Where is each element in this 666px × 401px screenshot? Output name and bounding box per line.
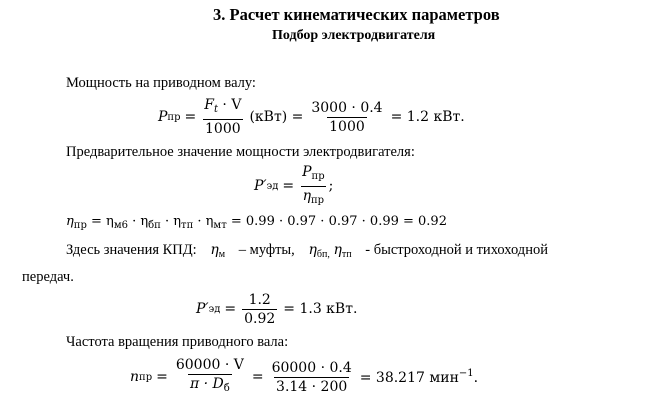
eq1-num2: 3000 · 0.4 xyxy=(311,99,383,116)
eq3-result: = 0.99 · 0.97 · 0.97 · 0.99 = 0.92 xyxy=(226,214,447,229)
eq1-den1: 1000 xyxy=(205,121,241,137)
section-subtitle: Подбор электродвигателя xyxy=(272,28,436,43)
paragraph-kpd xyxy=(66,242,548,260)
eq2-lhs: P′ xyxy=(254,178,267,194)
eq5-den2: 3.14 · 200 xyxy=(276,378,348,395)
eq5-result: = 38.217 мин xyxy=(359,370,459,386)
kpd-eta-m: η xyxy=(210,242,219,258)
eq2-den: η xyxy=(302,187,312,204)
kpd-eta-bp: η xyxy=(308,242,317,258)
equation-efficiency xyxy=(66,214,447,231)
eq5-fraction-1 xyxy=(174,357,246,397)
eq1-lhs-sub: пр xyxy=(167,111,181,123)
eq1-result: = 1.2 кВт. xyxy=(390,109,465,125)
kpd-rest: - быстроходной и тихоходной xyxy=(365,242,548,258)
eq5-result-end: . xyxy=(473,370,479,386)
paragraph-rotation: Частота вращения приводного вала: xyxy=(66,334,289,350)
eq5-den1: π · D xyxy=(189,376,224,392)
eq3-mid2: · η xyxy=(127,214,149,229)
paragraph-kpd-cont: передач. xyxy=(22,269,74,285)
equation-rotation: n пр = $\frac{60000 \cdot V}{\pi \cdot D_б}$ = $\frac{60000 \cdot 0.4}{3.14 \cdot 200}$ = 38.217 мин$^{-1}$. xyxy=(130,356,478,398)
eq2-tail: ; xyxy=(328,178,334,194)
eq5-den1-sub: б xyxy=(223,383,230,394)
eq5-lhs: n xyxy=(130,369,140,385)
eq1-num1-rest: · V xyxy=(217,97,242,113)
kpd-eta-tp: η xyxy=(333,242,342,258)
kpd-here: Здесь значения КПД: xyxy=(66,242,197,258)
paragraph-power-shaft: Мощность на приводном валу: xyxy=(66,75,256,91)
eq4-lhs: P′ xyxy=(196,301,209,317)
eq1-lhs: P xyxy=(158,109,168,125)
eq1-fraction-1 xyxy=(202,97,243,137)
eq3-sub0: пр xyxy=(73,220,87,231)
eq1-unit: (кВт) = xyxy=(249,109,304,125)
eq5-fraction-2 xyxy=(270,360,354,395)
equation-power-shaft: P пр = $\frac{F_t \cdot V}{1000}$ (кВт) = $\frac{3000 \cdot 0.4}{1000}$ = 1.2 кВт. xyxy=(158,97,465,137)
eq1-den2: 1000 xyxy=(329,118,365,135)
eq1-num1: F xyxy=(204,97,214,113)
eq3-sub3: тп xyxy=(181,220,194,231)
eq3-mid1: = η xyxy=(86,214,114,229)
kpd-eta-bp-sub: бп, xyxy=(316,249,330,260)
eq2-lhs-sub: эд xyxy=(266,180,279,192)
eq3-eta: η xyxy=(66,214,74,229)
eq5-result-sup: −1 xyxy=(458,368,474,379)
eq1-fraction-2 xyxy=(309,100,384,135)
eq3-mid4: · η xyxy=(193,214,214,229)
equation-power-result: P′ эд = $\frac{1.2}{0.92}$ = 1.3 кВт. xyxy=(196,291,358,327)
eq1-num1-sub: t xyxy=(213,104,218,115)
eq4-result: = 1.3 кВт. xyxy=(283,301,358,317)
kpd-eta-m-sub: м xyxy=(218,249,226,260)
eq3-sub1: м6 xyxy=(113,220,128,231)
eq2-den-sub: пр xyxy=(311,194,325,206)
eq4-fraction xyxy=(242,292,277,327)
paragraph-prelim-power: Предварительное значение мощности электродвигателя: xyxy=(66,144,415,160)
equation-prelim-power: P′ эд = $\frac{P_{пр}}{\eta_{пр}}$ ; xyxy=(254,166,333,206)
eq3-mid3: · η xyxy=(160,214,182,229)
eq2-num: P xyxy=(302,163,312,180)
eq5-num1: 60000 · V xyxy=(175,357,244,373)
eq4-den: 0.92 xyxy=(244,310,276,327)
eq3-sub4: мт xyxy=(213,220,227,231)
eq2-num-sub: пр xyxy=(311,170,325,182)
kpd-mufty: – муфты, xyxy=(238,242,295,258)
eq4-lhs-sub: эд xyxy=(208,303,221,315)
section-title: 3. Расчет кинематических параметров xyxy=(213,5,500,24)
eq3-sub2: бп xyxy=(148,220,161,231)
eq4-num: 1.2 xyxy=(248,291,271,308)
eq2-fraction xyxy=(300,164,327,209)
eq5-num2: 60000 · 0.4 xyxy=(271,359,352,376)
eq5-lhs-sub: пр xyxy=(139,371,153,383)
kpd-eta-tp-sub: тп xyxy=(341,249,352,260)
